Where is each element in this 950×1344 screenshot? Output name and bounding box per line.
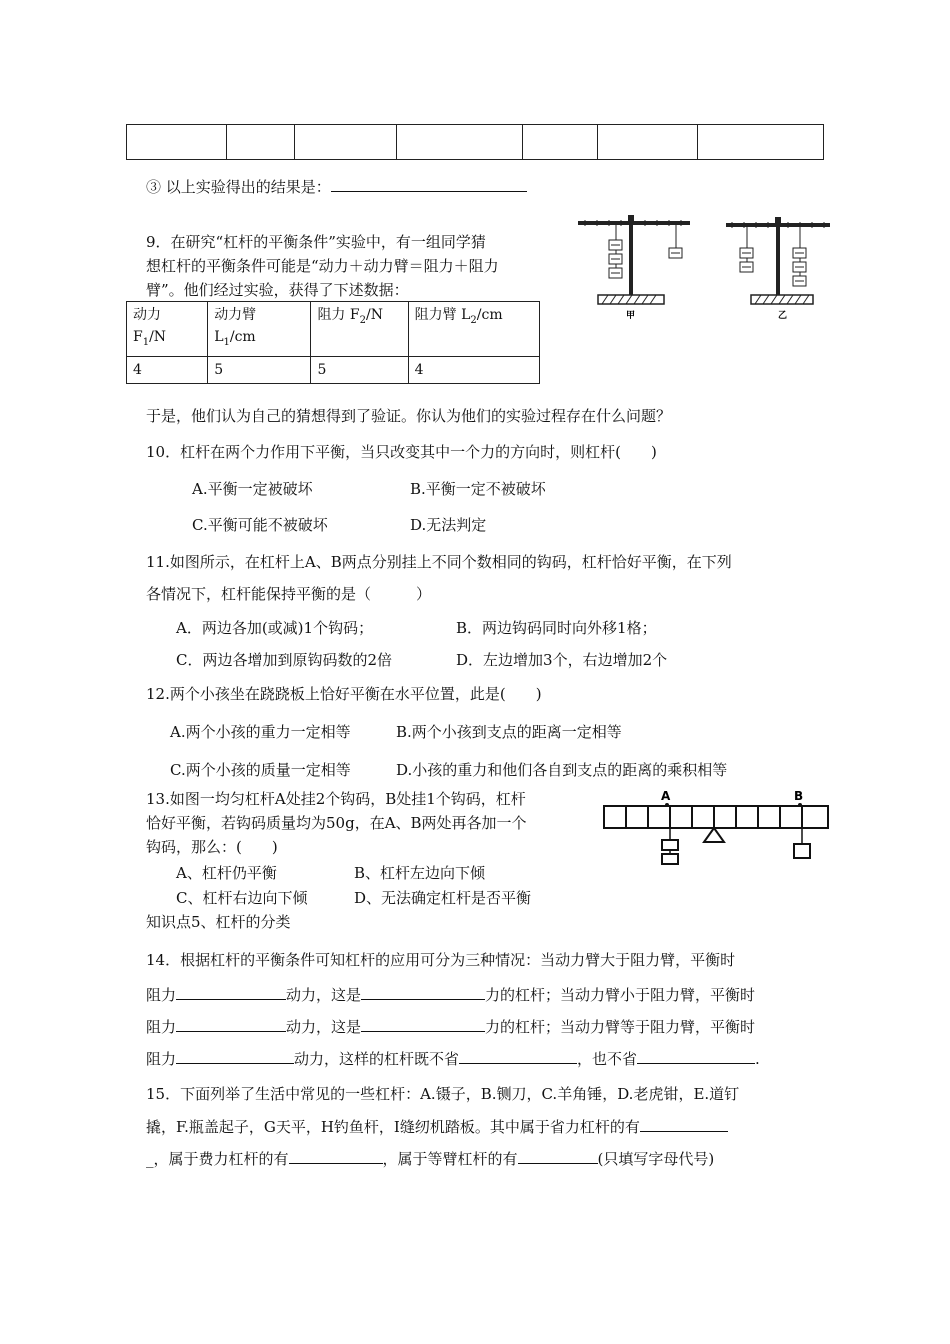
q8-result-text: ③ 以上实验得出的结果是： [146,178,331,196]
section-heading: 知识点5、杠杆的分类 [146,913,291,931]
answer-blank[interactable] [637,1048,755,1064]
table-header-cell: 阻力 $F_2/N$ [311,302,408,357]
table-cell [522,125,598,160]
table-header-cell: 阻力臂 $L_2/cm$ [408,302,539,357]
table-cell [295,125,397,160]
q10-option-a[interactable]: A.平衡一定被破坏 [192,480,313,498]
q10-stem: 10．杠杆在两个力作用下平衡，当只改变其中一个力的方向时，则杠杆( ) [146,443,657,461]
q10-option-b[interactable]: B.平衡一定不被破坏 [410,480,546,498]
figure-label-yi: 乙 [778,311,788,321]
q14-line-4: 阻力 动力，这样的杠杆既不省 ，也不省 . [146,1050,760,1068]
answer-blank[interactable] [176,1048,294,1064]
table-cell [127,125,227,160]
q11-option-b[interactable]: B．两边钩码同时向外移1格； [456,619,657,637]
lever-figure-jia [578,215,690,304]
point-b-label: B [794,789,804,803]
q12-stem: 12.两个小孩坐在跷跷板上恰好平衡在水平位置，此是( ) [146,685,542,703]
answer-blank[interactable] [331,176,527,192]
q9-question: 于是，他们认为自己的猜想得到了验证。你认为他们的实验过程存在什么问题？ [146,407,672,425]
q14-line-1: 14．根据杠杆的平衡条件可知杠杆的应用可分为三种情况：当动力臂大于阻力臂，平衡时 [146,951,736,969]
q13-option-d[interactable]: D、无法确定杠杆是否平衡 [354,889,532,907]
q15-line-1: 15．下面列举了生活中常见的一些杠杆：A.镊子，B.铡刀，C.羊角锤，D.老虎钳，E.道钉 [146,1085,740,1103]
q14-line-2: 阻力 动力，这是 力的杠杆；当动力臂小于阻力臂，平衡时 [146,986,756,1004]
q8-result-line [146,176,527,197]
q9-line-1: 9．在研究“杠杆的平衡条件”实验中，有一组同学猜 [146,233,486,251]
q11-option-d[interactable]: D．左边增加3个，右边增加2个 [456,651,668,669]
table-cell [698,125,824,160]
q9-line-3: 臂”。他们经过实验，获得了下述数据： [146,281,409,299]
answer-blank[interactable] [459,1048,577,1064]
answer-blank[interactable] [289,1148,383,1164]
q13-option-c[interactable]: C、杠杆右边向下倾 [176,889,308,907]
table-cell: 5 [311,356,408,383]
table-cell [396,125,522,160]
q12-option-b[interactable]: B.两个小孩到支点的距离一定相等 [396,723,622,741]
table-header-cell: 动力臂 $L_1/cm$ [208,302,311,357]
q12-option-a[interactable]: A.两个小孩的重力一定相等 [170,723,351,741]
answer-blank[interactable] [176,984,286,1000]
q12-option-d[interactable]: D.小孩的重力和他们各自到支点的距离的乘积相等 [396,761,728,779]
point-a-label: A [661,789,671,803]
table-header-cell: 动力 $F_1/N$ [127,302,208,357]
lever-figures [576,212,830,322]
q11-stem-line-1: 11.如图所示，在杠杆上A、B两点分别挂上不同个数相同的钩码，杠杆恰好平衡，在下列 [146,553,732,571]
q9-data-table [126,301,540,384]
table-cell: 4 [408,356,539,383]
answer-blank[interactable] [361,984,485,1000]
q15-line-2: 撬，F.瓶盖起子，G天平，H钓鱼杆，I缝纫机踏板。其中属于省力杠杆的有 [146,1116,728,1137]
table-cell [226,125,294,160]
q13-lever-figure [600,782,836,872]
q13-stem-line-3: 钩码，那么：( ) [146,838,278,856]
q13-option-a[interactable]: A、杠杆仍平衡 [176,864,277,882]
q12-option-c[interactable]: C.两个小孩的质量一定相等 [170,761,351,779]
answer-blank[interactable] [176,1016,286,1032]
q11-option-a[interactable]: A．两边各加(或减)1个钩码； [176,619,374,637]
table-cell: 4 [127,356,208,383]
figure-label-jia: 甲 [626,311,636,321]
q13-stem-line-2: 恰好平衡，若钩码质量均为50g，在A、B两处再各加一个 [146,814,527,832]
answer-blank[interactable] [518,1148,598,1164]
q10-option-d[interactable]: D.无法判定 [410,516,487,534]
table-cell [598,125,698,160]
q11-option-c[interactable]: C．两边各增加到原钩码数的2倍 [176,651,393,669]
table-cell: 5 [208,356,311,383]
top-empty-table [126,124,824,160]
lever-figure-yi [726,217,830,304]
q14-line-3: 阻力 动力，这是 力的杠杆；当动力臂等于阻力臂，平衡时 [146,1018,756,1036]
q9-line-2: 想杠杆的平衡条件可能是“动力＋动力臂＝阻力＋阻力 [146,257,499,275]
q13-stem-line-1: 13.如图一均匀杠杆A处挂2个钩码，B处挂1个钩码，杠杆 [146,790,526,808]
q15-line-3: _，属于费力杠杆的有 ，属于等臂杠杆的有 (只填写字母代号) [146,1150,715,1168]
q11-stem-line-2: 各情况下，杠杆能保持平衡的是（ ） [146,585,432,603]
q13-option-b[interactable]: B、杠杆左边向下倾 [354,864,486,882]
answer-blank[interactable] [640,1116,728,1132]
q10-option-c[interactable]: C.平衡可能不被破坏 [192,516,328,534]
answer-blank[interactable] [361,1016,485,1032]
